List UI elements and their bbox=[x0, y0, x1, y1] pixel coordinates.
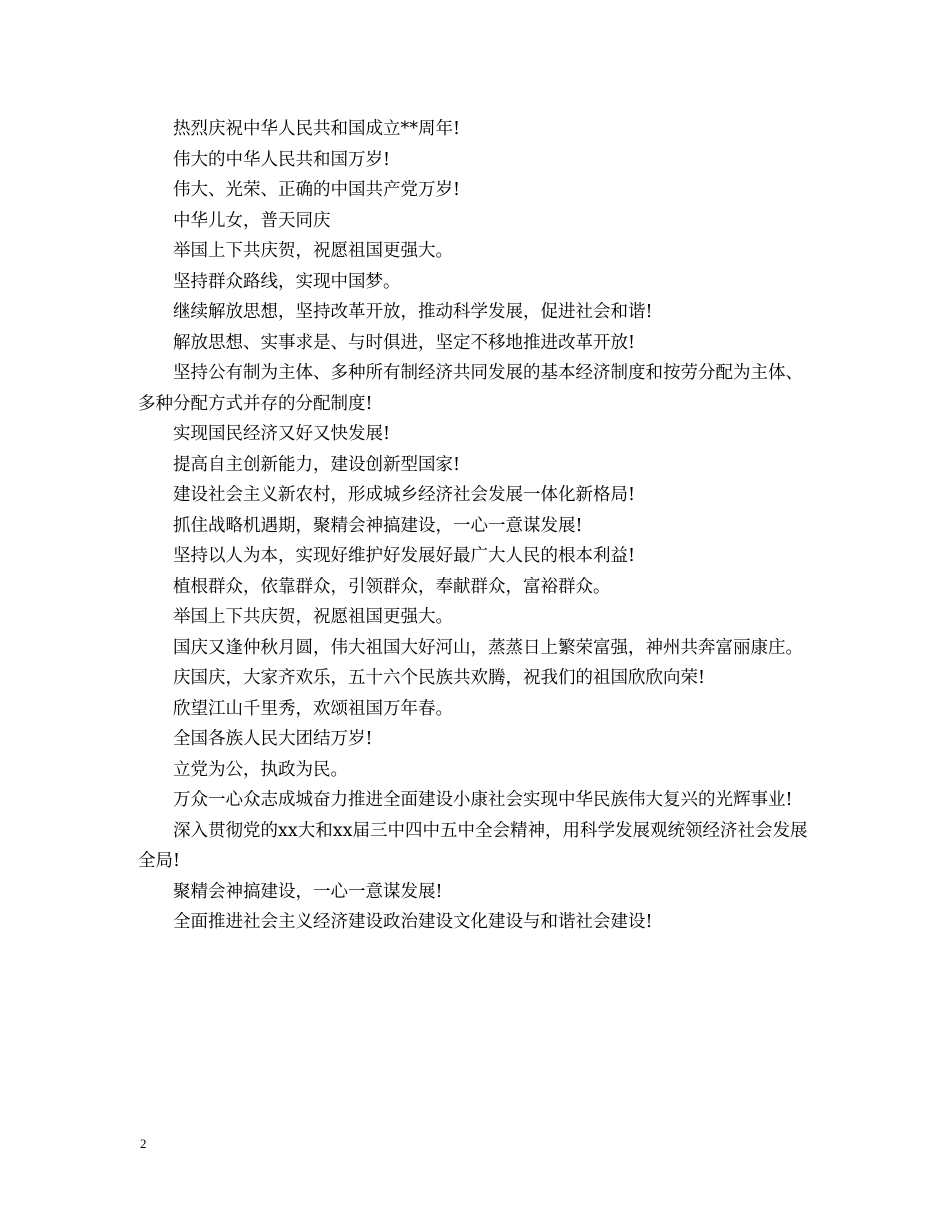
paragraph: 举国上下共庆贺，祝愿祖国更强大。 bbox=[173, 241, 453, 261]
paragraph: 聚精会神搞建设，一心一意谋发展! bbox=[173, 881, 443, 902]
paragraph: 坚持以人为本，实现好维护好发展好最广大人民的根本利益! bbox=[173, 546, 636, 566]
paragraph: 坚持群众路线，实现中国梦。 bbox=[173, 271, 401, 292]
paragraph: 继续解放思想，坚持改革开放，推动科学发展，促进社会和谐! bbox=[173, 302, 653, 322]
paragraph: 全面推进社会主义经济建设政治建设文化建设与和谐社会建设! bbox=[173, 912, 653, 932]
paragraph: 万众一心众志成城奋力推进全面建设小康社会实现中华民族伟大复兴的光辉事业! bbox=[173, 790, 793, 810]
paragraph: 伟大、光荣、正确的中国共产党万岁! bbox=[173, 180, 461, 200]
paragraph: 立党为公，执政为民。 bbox=[173, 759, 348, 780]
page-number: 2 bbox=[140, 1136, 147, 1151]
document-body bbox=[138, 114, 818, 938]
paragraph: 抓住战略机遇期，聚精会神搞建设，一心一意谋发展! bbox=[173, 515, 583, 536]
paragraph: 植根群众，依靠群众，引领群众，奉献群众，富裕群众。 bbox=[173, 576, 611, 597]
paragraph: 伟大的中华人民共和国万岁! bbox=[173, 149, 391, 170]
paragraph: 深入贯彻党的xx大和xx届三中四中五中全会精神，用科学发展观统领经济社会发展全局! bbox=[138, 820, 808, 871]
paragraph: 欣望江山千里秀，欢颂祖国万年春。 bbox=[173, 698, 453, 719]
paragraph: 实现国民经济又好又快发展! bbox=[173, 424, 391, 444]
paragraph: 全国各族人民大团结万岁! bbox=[173, 729, 373, 749]
paragraph: 国庆又逢仲秋月圆，伟大祖国大好河山，蒸蒸日上繁荣富强，神州共奔富丽康庄。 bbox=[173, 637, 803, 658]
paragraph: 中华儿女，普天同庆 bbox=[173, 210, 331, 231]
paragraph: 举国上下共庆贺，祝愿祖国更强大。 bbox=[173, 607, 453, 627]
paragraph: 提高自主创新能力，建设创新型国家! bbox=[173, 454, 461, 475]
paragraph: 建设社会主义新农村，形成城乡经济社会发展一体化新格局! bbox=[173, 485, 636, 505]
paragraph: 庆国庆，大家齐欢乐，五十六个民族共欢腾，祝我们的祖国欣欣向荣! bbox=[173, 668, 706, 688]
paragraph: 热烈庆祝中华人民共和国成立**周年! bbox=[173, 119, 461, 139]
paragraph: 解放思想、实事求是、与时俱进，坚定不移地推进改革开放! bbox=[173, 332, 636, 353]
paragraph: 坚持公有制为主体、多种所有制经济共同发展的基本经济制度和按劳分配为主体、多种分配方式并存的分配制度! bbox=[138, 363, 803, 414]
